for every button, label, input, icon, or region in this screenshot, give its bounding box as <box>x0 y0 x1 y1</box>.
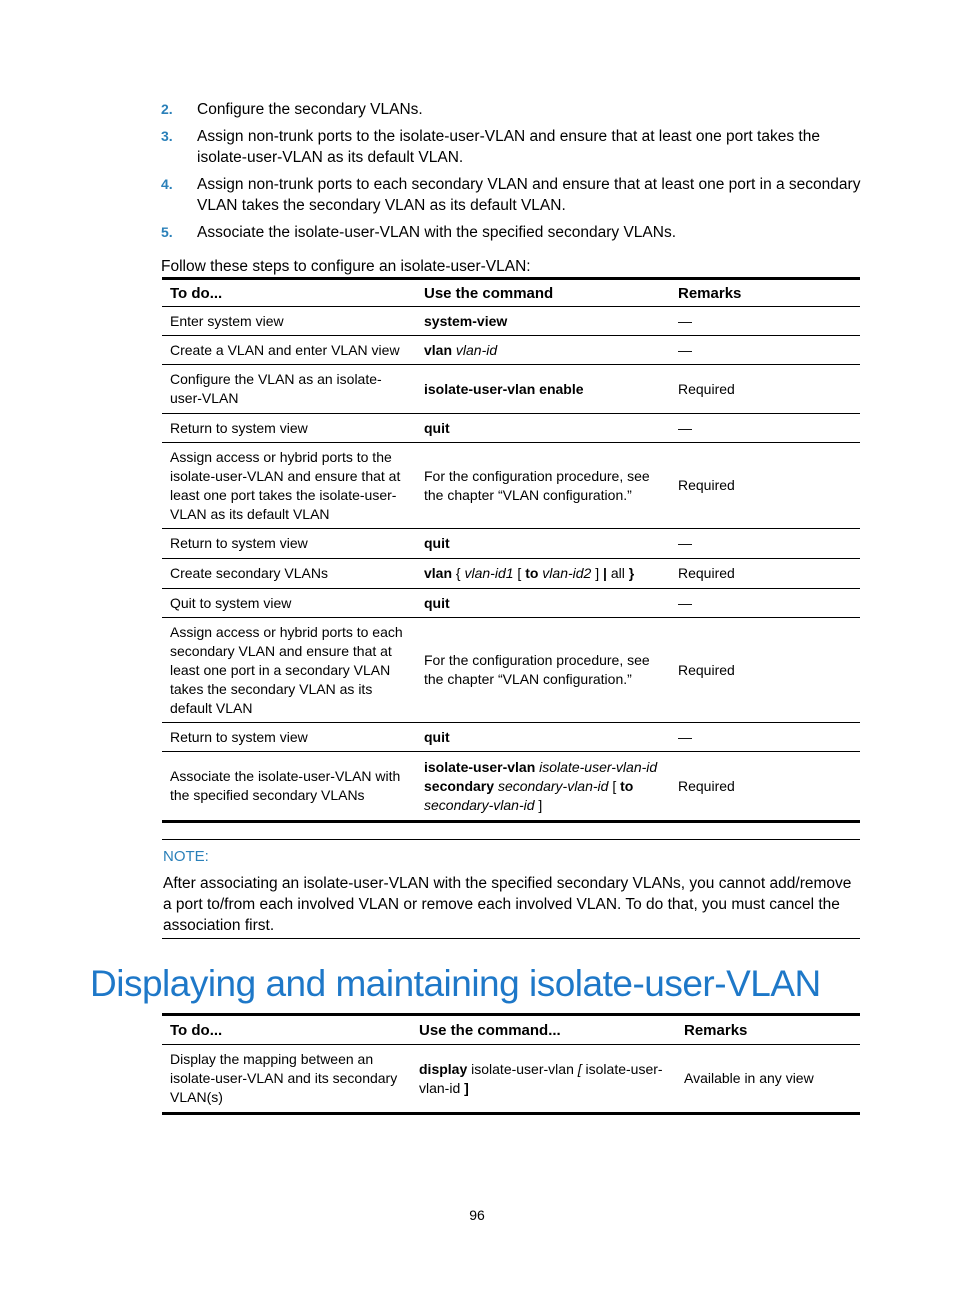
command-keyword: display <box>419 1060 468 1077</box>
step-number: 3. <box>161 128 173 144</box>
todo-cell: Quit to system view <box>162 589 416 618</box>
column-header: To do... <box>162 279 416 307</box>
command-argument: vlan-id2 <box>542 565 592 581</box>
command-cell <box>416 365 670 414</box>
command-cell: For the configuration procedure, see the chapter “VLAN configuration.” <box>416 618 670 723</box>
todo-cell: Assign access or hybrid ports to the isolate-user-VLAN and ensure that at least one port takes the isolate-user-VLAN as its default VLAN <box>162 443 416 529</box>
command-symbol: isolate-user-vlan-id <box>419 1060 663 1096</box>
step-text: Configure the secondary VLANs. <box>197 101 423 118</box>
command-cell: For the configuration procedure, see the chapter “VLAN configuration.” <box>416 443 670 529</box>
command-cell <box>416 723 670 752</box>
step-item <box>161 99 871 120</box>
column-header: To do... <box>162 1015 411 1045</box>
remarks-cell: — <box>670 529 860 559</box>
command-argument: vlan-id <box>455 341 498 358</box>
display-table <box>162 1013 860 1115</box>
step-item <box>161 126 871 168</box>
config-table <box>162 277 860 823</box>
note-title: NOTE: <box>163 848 209 865</box>
table-row <box>162 529 860 559</box>
command-symbol: ] <box>595 565 600 581</box>
page-number: 96 <box>469 1207 485 1223</box>
command-symbol: ] <box>538 796 543 813</box>
step-text: Associate the isolate-user-VLAN with the specified secondary VLANs. <box>197 224 677 241</box>
command-cell <box>416 336 670 365</box>
command-keyword: system-view <box>424 312 508 329</box>
todo-cell: Assign access or hybrid ports to each secondary VLAN and ensure that at least one port in a secondary VLAN takes the secondary VLAN as its default VLAN <box>162 618 416 723</box>
command-symbol: isolate-user-vlan <box>471 1060 574 1077</box>
command-cell <box>416 559 670 589</box>
command-argument: isolate-user-vlan-id <box>539 758 658 775</box>
step-item <box>161 174 871 216</box>
todo-cell: Return to system view <box>162 529 416 559</box>
remarks-cell: Required <box>670 559 860 589</box>
todo-cell: Enter system view <box>162 307 416 336</box>
command-cell <box>416 307 670 336</box>
command-keyword: isolate-user-vlan enable <box>424 380 584 397</box>
command-cell <box>416 752 670 822</box>
command-keyword: quit <box>424 594 450 611</box>
command-argument: vlan-id1 <box>464 565 514 581</box>
remarks-cell: Required <box>670 618 860 723</box>
step-number: 2. <box>161 101 173 117</box>
command-keyword: | <box>603 565 607 581</box>
command-keyword: quit <box>424 535 450 551</box>
step-text: Assign non-trunk ports to the isolate-user-VLAN and ensure that at least one port takes the isolate-user-VLAN as its default VLAN. <box>197 128 820 166</box>
command-keyword: vlan <box>424 565 453 581</box>
todo-cell: Return to system view <box>162 414 416 443</box>
command-cell <box>411 1045 676 1114</box>
intro-text: Follow these steps to configure an isolate-user-VLAN: <box>161 258 531 275</box>
command-keyword: quit <box>424 728 450 745</box>
command-cell <box>416 529 670 559</box>
remarks-cell: — <box>670 589 860 618</box>
table-row <box>162 723 860 752</box>
table-row <box>162 443 860 529</box>
remarks-cell: — <box>670 336 860 365</box>
command-keyword: vlan <box>424 341 453 358</box>
step-number: 4. <box>161 176 173 192</box>
step-text: Assign non-trunk ports to each secondary VLAN and ensure that at least one port in a secondary VLAN takes the secondary VLAN as its default VLAN. <box>197 176 861 214</box>
table-row <box>162 559 860 589</box>
command-keyword: secondary <box>424 777 495 794</box>
todo-cell: Create secondary VLANs <box>162 559 416 589</box>
command-keyword: quit <box>424 419 450 436</box>
command-keyword: ] <box>464 1079 469 1096</box>
command-argument: secondary-vlan-id <box>497 777 609 794</box>
table-row <box>162 414 860 443</box>
table-row <box>162 618 860 723</box>
step-item <box>161 222 871 243</box>
command-keyword: isolate-user-vlan <box>424 758 536 775</box>
column-header: Remarks <box>676 1015 860 1045</box>
command-keyword: } <box>628 565 635 581</box>
command-keyword: to <box>525 565 539 581</box>
remarks-cell: — <box>670 307 860 336</box>
todo-cell: Configure the VLAN as an isolate-user-VLAN <box>162 365 416 414</box>
header-row <box>162 1015 860 1045</box>
command-argument: [ <box>577 1060 582 1077</box>
command-argument: secondary-vlan-id <box>424 796 535 813</box>
table-row <box>162 336 860 365</box>
section-title: Displaying and maintaining isolate-user-VLAN <box>90 963 821 1004</box>
command-keyword: to <box>620 777 634 794</box>
step-number: 5. <box>161 224 173 240</box>
remarks-cell: — <box>670 723 860 752</box>
remarks-cell: Required <box>670 443 860 529</box>
column-header: Use the command <box>416 279 670 307</box>
column-header: Remarks <box>670 279 860 307</box>
command-cell <box>416 589 670 618</box>
table-row <box>162 752 860 822</box>
todo-cell: Display the mapping between an isolate-user-VLAN and its secondary VLAN(s) <box>162 1045 411 1114</box>
command-symbol: [ <box>612 777 617 794</box>
table-row <box>162 307 860 336</box>
todo-cell: Associate the isolate-user-VLAN with the specified secondary VLANs <box>162 752 416 822</box>
header-row <box>162 279 860 307</box>
remarks-cell: Required <box>670 365 860 414</box>
command-symbol: all <box>610 565 625 581</box>
note-box <box>162 839 860 939</box>
remarks-cell: — <box>670 414 860 443</box>
remarks-cell: Required <box>670 752 860 822</box>
command-symbol: [ <box>517 565 522 581</box>
table-row <box>162 1045 860 1114</box>
todo-cell: Return to system view <box>162 723 416 752</box>
command-symbol: { <box>455 565 461 581</box>
column-header: Use the command... <box>411 1015 676 1045</box>
step-list <box>161 99 871 249</box>
table-row <box>162 365 860 414</box>
remarks-cell: Available in any view <box>676 1045 860 1114</box>
todo-cell: Create a VLAN and enter VLAN view <box>162 336 416 365</box>
table-row <box>162 589 860 618</box>
note-text: After associating an isolate-user-VLAN with the specified secondary VLANs, you cannot add/remove a port to/from each involved VLAN or remove each involved VLAN. To do that, you must cancel the association first. <box>163 875 852 934</box>
command-cell <box>416 414 670 443</box>
